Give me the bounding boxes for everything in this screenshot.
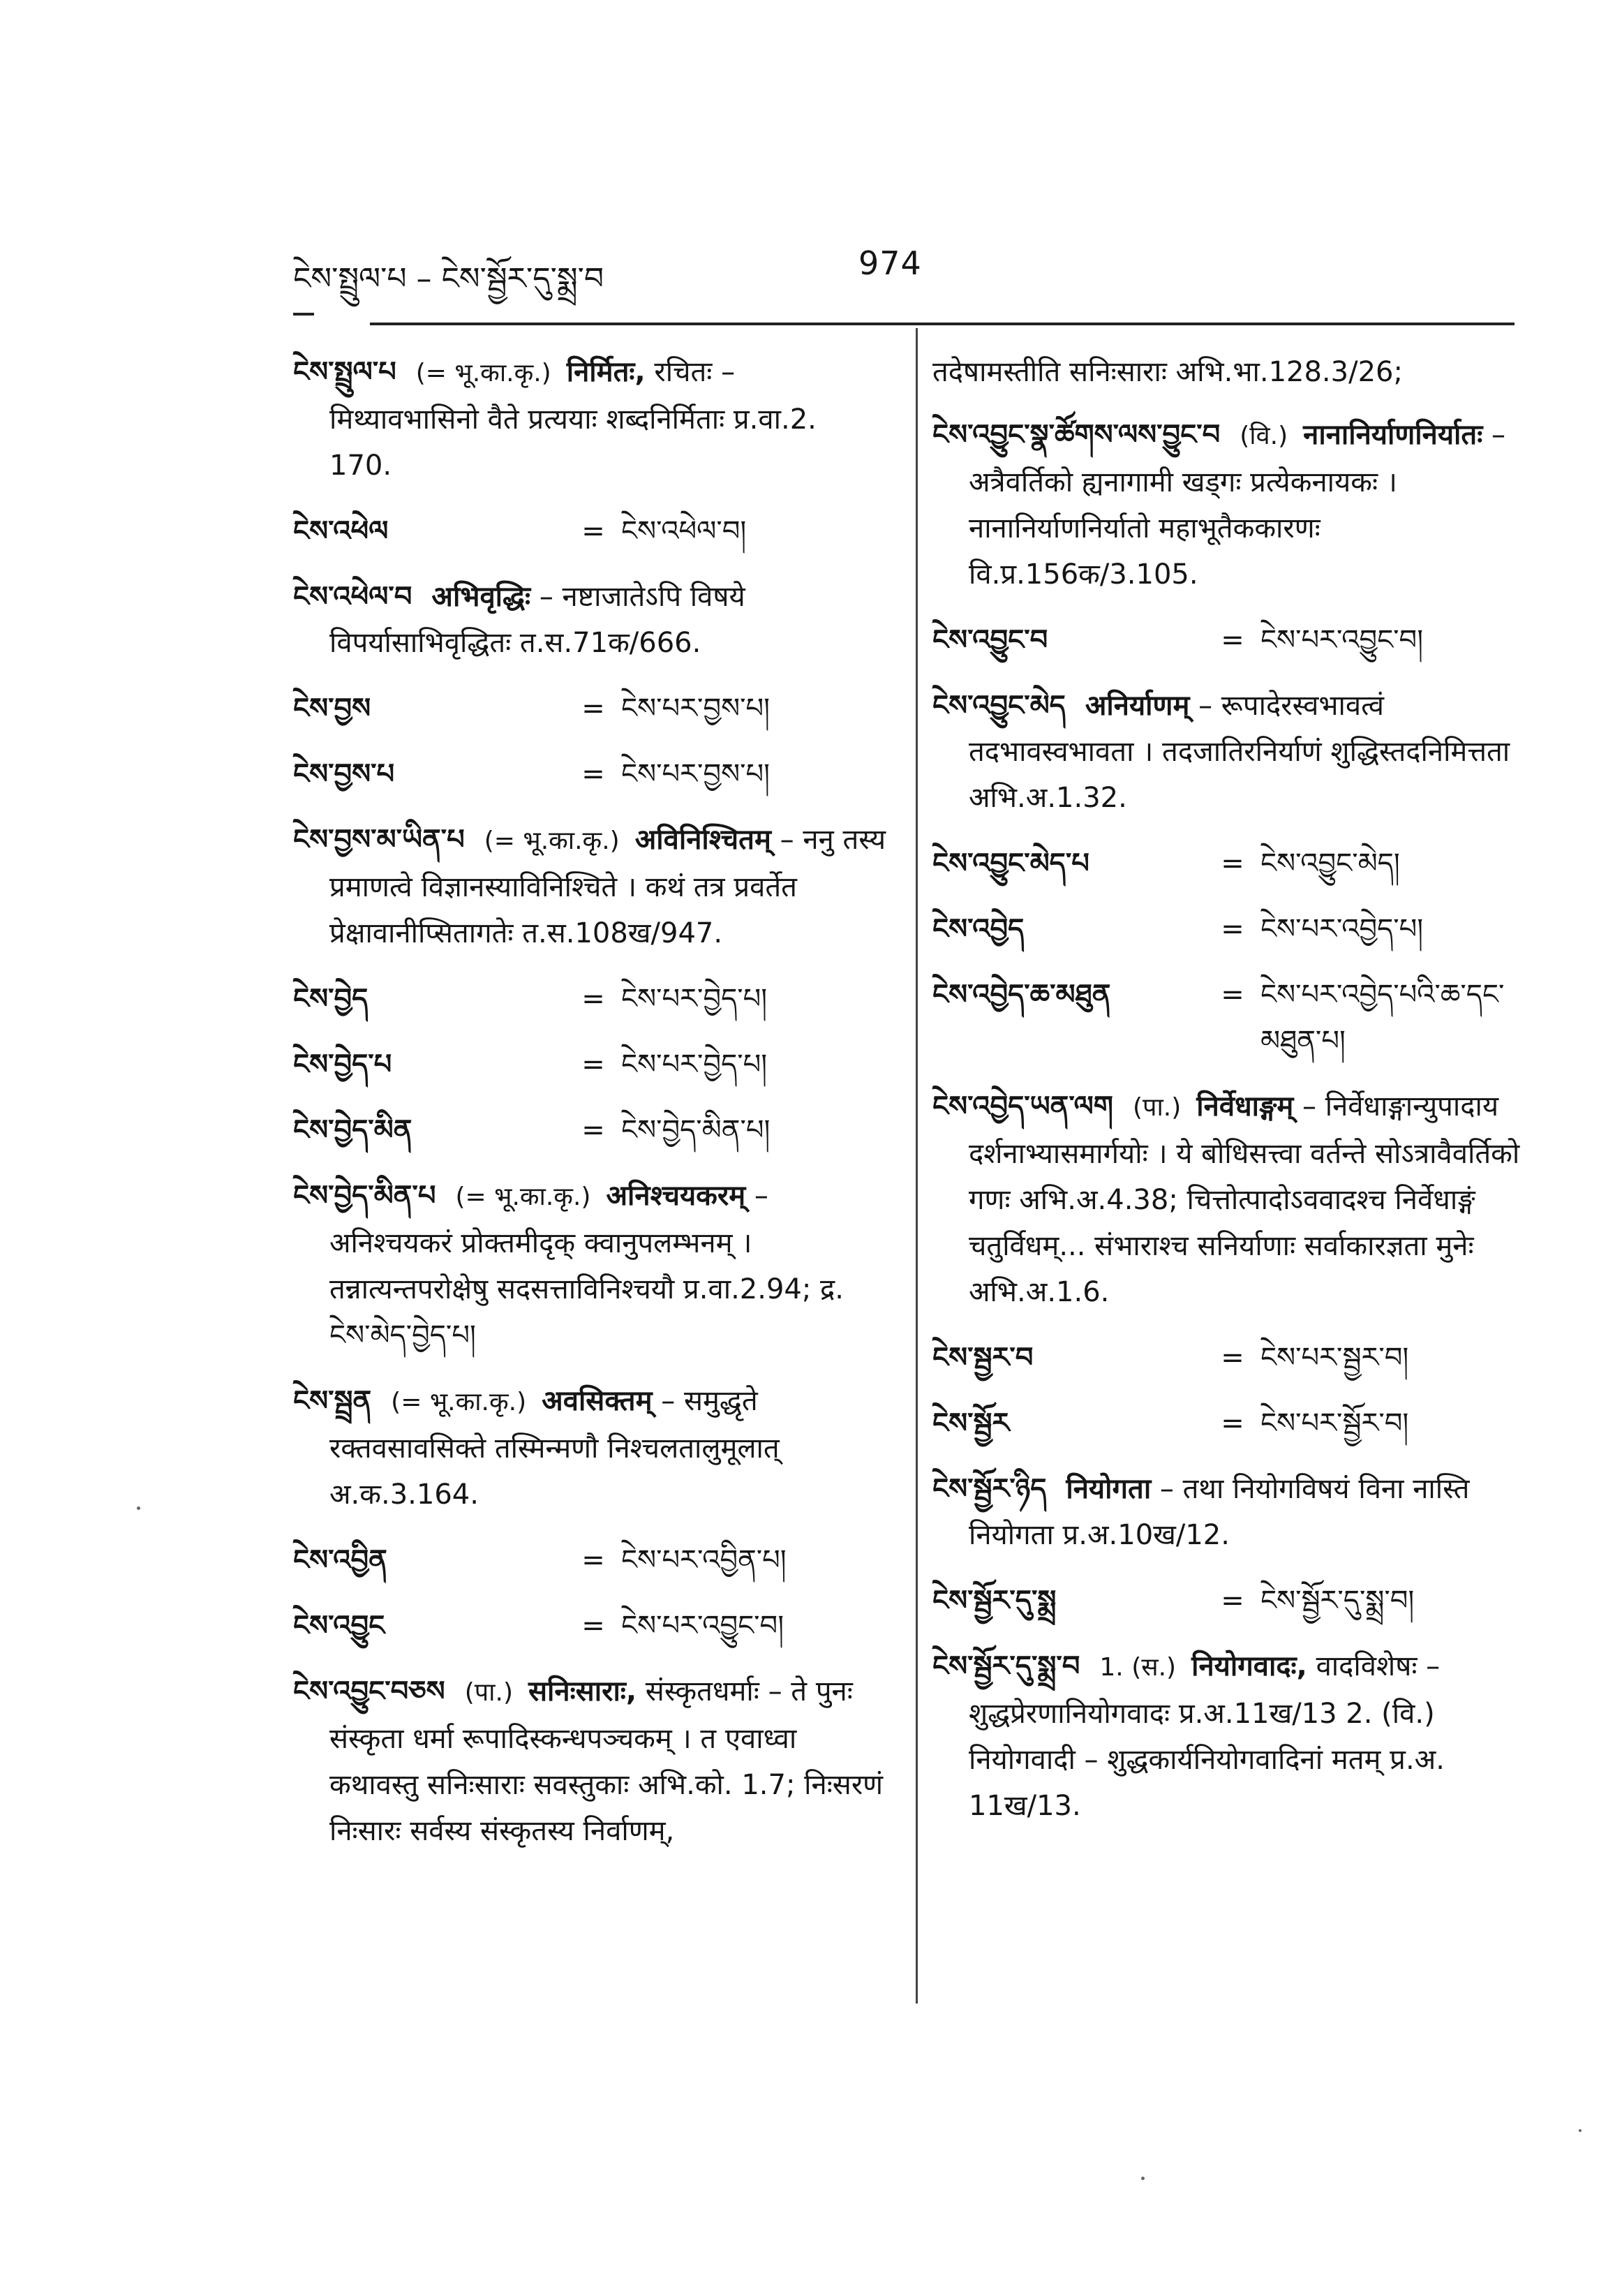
- equals-sign: =: [581, 1544, 605, 1576]
- headword: ངེས་འབྱེད་ཆ་མཐུན: [932, 979, 1111, 1011]
- headword: ངེས་འབྱེད: [932, 913, 1025, 945]
- reference-target: ངེས་བྱེད་མིན་པ།: [621, 1114, 771, 1146]
- equals-sign: =: [1221, 979, 1244, 1011]
- left-column: [293, 349, 886, 1874]
- reference-target: ངེས་པར་བྱས་པ།: [621, 758, 770, 790]
- sanskrit-equivalent: अनिश्चयकरम्: [606, 1180, 746, 1212]
- speck: [137, 1506, 140, 1510]
- column-divider: [916, 328, 918, 2004]
- right-column: [932, 349, 1526, 1849]
- dictionary-entry: [932, 683, 1526, 821]
- entry-citation: – ननु तस्य प्रमाणत्वे विज्ञानस्याविनिश्चिते । कथं तत्र प्रवर्तेत प्रेक्षावानीप्सितागतेः त.स.108ख/947.: [329, 824, 886, 949]
- dictionary-entry: [293, 349, 886, 489]
- reference-target: ངེས་འབྱུང་མེད།: [1260, 847, 1400, 880]
- headword: ངེས་འབྱུང་མེད: [932, 690, 1066, 722]
- sanskrit-equivalent: अभिवृद्धिः: [431, 581, 531, 613]
- cross-reference-entry: [293, 1603, 886, 1649]
- equals-sign: =: [1221, 847, 1244, 880]
- cross-reference-entry: [293, 686, 886, 732]
- cross-reference-entry: [293, 1107, 886, 1153]
- headword: ངེས་འབྱུང་སྣ་ཚོགས་ལས་བྱུང་བ: [932, 419, 1221, 451]
- headword: ངེས་སྤྲུལ་པ: [293, 356, 396, 388]
- sanskrit-equivalent: निर्मितः,: [566, 356, 646, 388]
- reference-target: ངེས་པར་སྦྱར་བ།: [1260, 1342, 1409, 1374]
- headword: ངེས་སྦྱོར: [932, 1407, 1010, 1439]
- headword: ངེས་འབྱུང་མེད་པ: [932, 847, 1089, 880]
- reference-target: ངེས་པར་འབྱུང་བ།: [621, 1610, 784, 1642]
- reference-target: ངེས་འཕེལ་བ།: [621, 515, 747, 547]
- entry-citation: – रूपादेरस्वभावत्वं तदभावस्वभावता । तदजातिरनिर्याणं शुद्धिस्तदनिमित्तता अभि.अ.1.32.: [969, 690, 1510, 814]
- entry-citation: वादविशेषः – शुद्धप्रेरणानियोगवादः प्र.अ.11ख/13 2. (वि.) नियोगवादी – शुद्धकार्यनियोगवादिनां मतम् प्र.अ. 11ख/13.: [969, 1650, 1445, 1822]
- entry-citation: संस्कृतधर्माः – ते पुनः संस्कृता धर्मा रूपादिस्कन्धपञ्चकम् । त एवाध्वा कथावस्तु सनिःसाराः सवस्तुकाः अभि.को. 1.7; निःसरणं निःसारः सर्वस्य संस्कृतस्य निर्वाणम्,: [329, 1675, 884, 1847]
- reference-target: ངེས་པར་བྱེད་པ།: [621, 1049, 768, 1081]
- sanskrit-equivalent: नानानिर्याणनिर्यातः: [1303, 419, 1483, 451]
- headword: ངེས་བྱེད་མིན: [293, 1114, 412, 1146]
- entry-citation: रचितः – मिथ्यावभासिनो वैते प्रत्ययाः शब्दनिर्मिताः प्र.वा.2. 170.: [329, 356, 817, 482]
- cross-reference-entry: [932, 1578, 1526, 1624]
- sanskrit-equivalent: अनिर्याणम्: [1085, 690, 1190, 722]
- header-rule: [370, 323, 1515, 325]
- sanskrit-equivalent: नियोगता: [1066, 1473, 1152, 1505]
- headword: ངེས་འཕེལ: [293, 515, 389, 547]
- reference-target: ངེས་པར་བྱེད་པ།: [621, 983, 768, 1015]
- grammar-label: (पा.): [1132, 1093, 1182, 1122]
- equals-sign: =: [581, 515, 605, 547]
- dictionary-entry: [293, 574, 886, 666]
- cross-reference-entry: [932, 906, 1526, 952]
- cross-reference-entry: [932, 1335, 1526, 1381]
- entry-citation: – निर्वेधाङ्गान्युपादाय दर्शनाभ्यासमार्गयोः । ये बोधिसत्त्वा वर्तन्ते सोऽत्रावैवर्तिको गणः अभि.अ.4.38; चित्तोत्पादोऽववादश्च निर्वेधाङ्गं चतुर्विधम्... संभाराश्च सनिर्याणाः सर्वाकारज्ञता मुनेः अभि.अ.1.6.: [969, 1090, 1520, 1308]
- equals-sign: =: [1221, 1585, 1244, 1617]
- headword: ངེས་འཕེལ་བ: [293, 581, 412, 613]
- sanskrit-equivalent: नियोगवादः,: [1191, 1650, 1307, 1682]
- headword: ངེས་བྱས་མ་ཡིན་པ: [293, 824, 465, 856]
- grammar-label: 1. (स.): [1099, 1653, 1177, 1682]
- entry-citation: – नष्टाजातेऽपि विषये विपर्यासाभिवृद्धितः त.स.71क/666.: [329, 581, 745, 659]
- headword: ངེས་འབྱུང་བཅས: [293, 1675, 445, 1708]
- sanskrit-equivalent: अवसिक्तम्: [542, 1385, 653, 1417]
- running-header: [293, 244, 1549, 300]
- cross-reference-entry: [293, 1042, 886, 1088]
- equals-sign: =: [1221, 1342, 1244, 1374]
- headword: ངེས་བྱེད་པ: [293, 1049, 392, 1081]
- headword: ངེས་སྦྱོར་དུ་སྨྲ་བ: [932, 1650, 1080, 1682]
- grammar-label: (= भू.का.कृ.): [391, 1388, 527, 1416]
- headword: ངེས་འབྱུང་བ: [932, 624, 1048, 656]
- equals-sign: =: [1221, 624, 1244, 656]
- headword: ངེས་འབྱུང: [293, 1610, 385, 1642]
- headword: ངེས་སྦྱོར་ཉིད: [932, 1473, 1047, 1505]
- dictionary-entry: [293, 1378, 886, 1518]
- grammar-label: (= भू.का.कृ.): [484, 827, 620, 855]
- entry-citation: – अत्रैवर्तिको ह्यनागामी खड्गः प्रत्येकनायकः । नानानिर्याणनिर्यातो महाभूतैककारणः वि.प्र.156क/3.105.: [969, 419, 1506, 591]
- running-head: ངེས་སྤྲུལ་པ – ངེས་སྦྱོར་དུ་སྨྲ་བ: [293, 261, 604, 297]
- speck: [1579, 2129, 1582, 2132]
- headword: ངེས་སྦྲན: [293, 1385, 372, 1417]
- dictionary-entry: [932, 1643, 1526, 1829]
- cross-reference-entry: [932, 1400, 1526, 1446]
- reference-target: ངེས་པར་འབྱེད་པའི་ཆ་དང་མཐུན་པ།: [1260, 979, 1505, 1057]
- page-number: 974: [858, 244, 922, 282]
- reference-target: ངེས་པར་འབྱུང་བ།: [1260, 624, 1424, 656]
- reference-target: ངེས་པར་བྱས་པ།: [621, 692, 770, 725]
- equals-sign: =: [1221, 1407, 1244, 1439]
- headword: ངེས་སྦྱར་བ: [932, 1342, 1034, 1374]
- entry-citation: – तथा नियोगविषयं विना नास्ति नियोगता प्र.अ.10ख/12.: [969, 1473, 1470, 1551]
- grammar-label: (= भू.का.कृ.): [415, 359, 551, 387]
- sanskrit-equivalent: अविनिश्चितम्: [634, 824, 771, 856]
- header-rule-short: [293, 313, 314, 316]
- equals-sign: =: [581, 983, 605, 1015]
- speck: [1141, 2177, 1145, 2180]
- headword: ངེས་འབྱིན: [293, 1544, 387, 1576]
- continued-entry-text: तदेषामस्तीति सनिःसाराः अभि.भा.128.3/26;: [932, 356, 1403, 388]
- equals-sign: =: [581, 1114, 605, 1146]
- headword: ངེས་འབྱེད་ཡན་ལག: [932, 1090, 1113, 1123]
- equals-sign: =: [581, 758, 605, 790]
- grammar-label: (वि.): [1240, 422, 1288, 450]
- dictionary-entry: [293, 1668, 886, 1854]
- dictionary-entry: [293, 1173, 886, 1358]
- cross-reference-entry: [932, 840, 1526, 887]
- headword: ངེས་བྱས་པ: [293, 758, 395, 790]
- cross-reference-entry: [932, 972, 1526, 1064]
- cross-reference-entry: [293, 508, 886, 554]
- headword: ངེས་བྱེད་མིན་པ: [293, 1180, 436, 1212]
- cross-reference-entry: [932, 617, 1526, 663]
- grammar-label: (पा.): [464, 1678, 513, 1707]
- cross-reference-entry: [293, 751, 886, 797]
- sanskrit-equivalent: निर्वेधाङ्गम्: [1196, 1090, 1294, 1123]
- reference-target: ངེས་པར་འབྱེད་པ།: [1260, 913, 1424, 945]
- headword: ངེས་བྱེད: [293, 983, 369, 1015]
- dictionary-entry: [932, 1083, 1526, 1315]
- reference-target: ངེས་པར་སྦྱོར་བ།: [1260, 1407, 1409, 1439]
- cross-reference-entry: [293, 1537, 886, 1583]
- equals-sign: =: [581, 692, 605, 725]
- dictionary-entry: [932, 1466, 1526, 1558]
- entry-citation: – समुद्धृते रक्तवसावसिक्ते तस्मिन्मणौ निश्चलतालुमूलात् अ.क.3.164.: [329, 1385, 780, 1511]
- entry-citation: – अनिश्चयकरं प्रोक्तमीदृक् क्वानुपलम्भनम् । तन्नात्यन्तपरोक्षेषु सदसत्ताविनिश्चयौ प्र.वा.2.94; द्र. ངེས་མེད་བྱེད་པ།: [329, 1180, 844, 1351]
- equals-sign: =: [1221, 913, 1244, 945]
- grammar-label: (= भू.का.कृ.): [455, 1183, 591, 1211]
- reference-target: ངེས་སྦྱོར་དུ་སྨྲ་བ།: [1260, 1585, 1415, 1617]
- sanskrit-equivalent: सनिःसाराः,: [528, 1675, 637, 1708]
- headword: ངེས་བྱས: [293, 692, 371, 725]
- dictionary-entry: [932, 412, 1526, 598]
- dictionary-entry: [293, 817, 886, 956]
- equals-sign: =: [581, 1610, 605, 1642]
- headword: ངེས་སྦྱོར་དུ་སྨྲ: [932, 1585, 1057, 1617]
- reference-target: ངེས་པར་འབྱིན་པ།: [621, 1544, 787, 1576]
- cross-reference-entry: [293, 976, 886, 1022]
- equals-sign: =: [581, 1049, 605, 1081]
